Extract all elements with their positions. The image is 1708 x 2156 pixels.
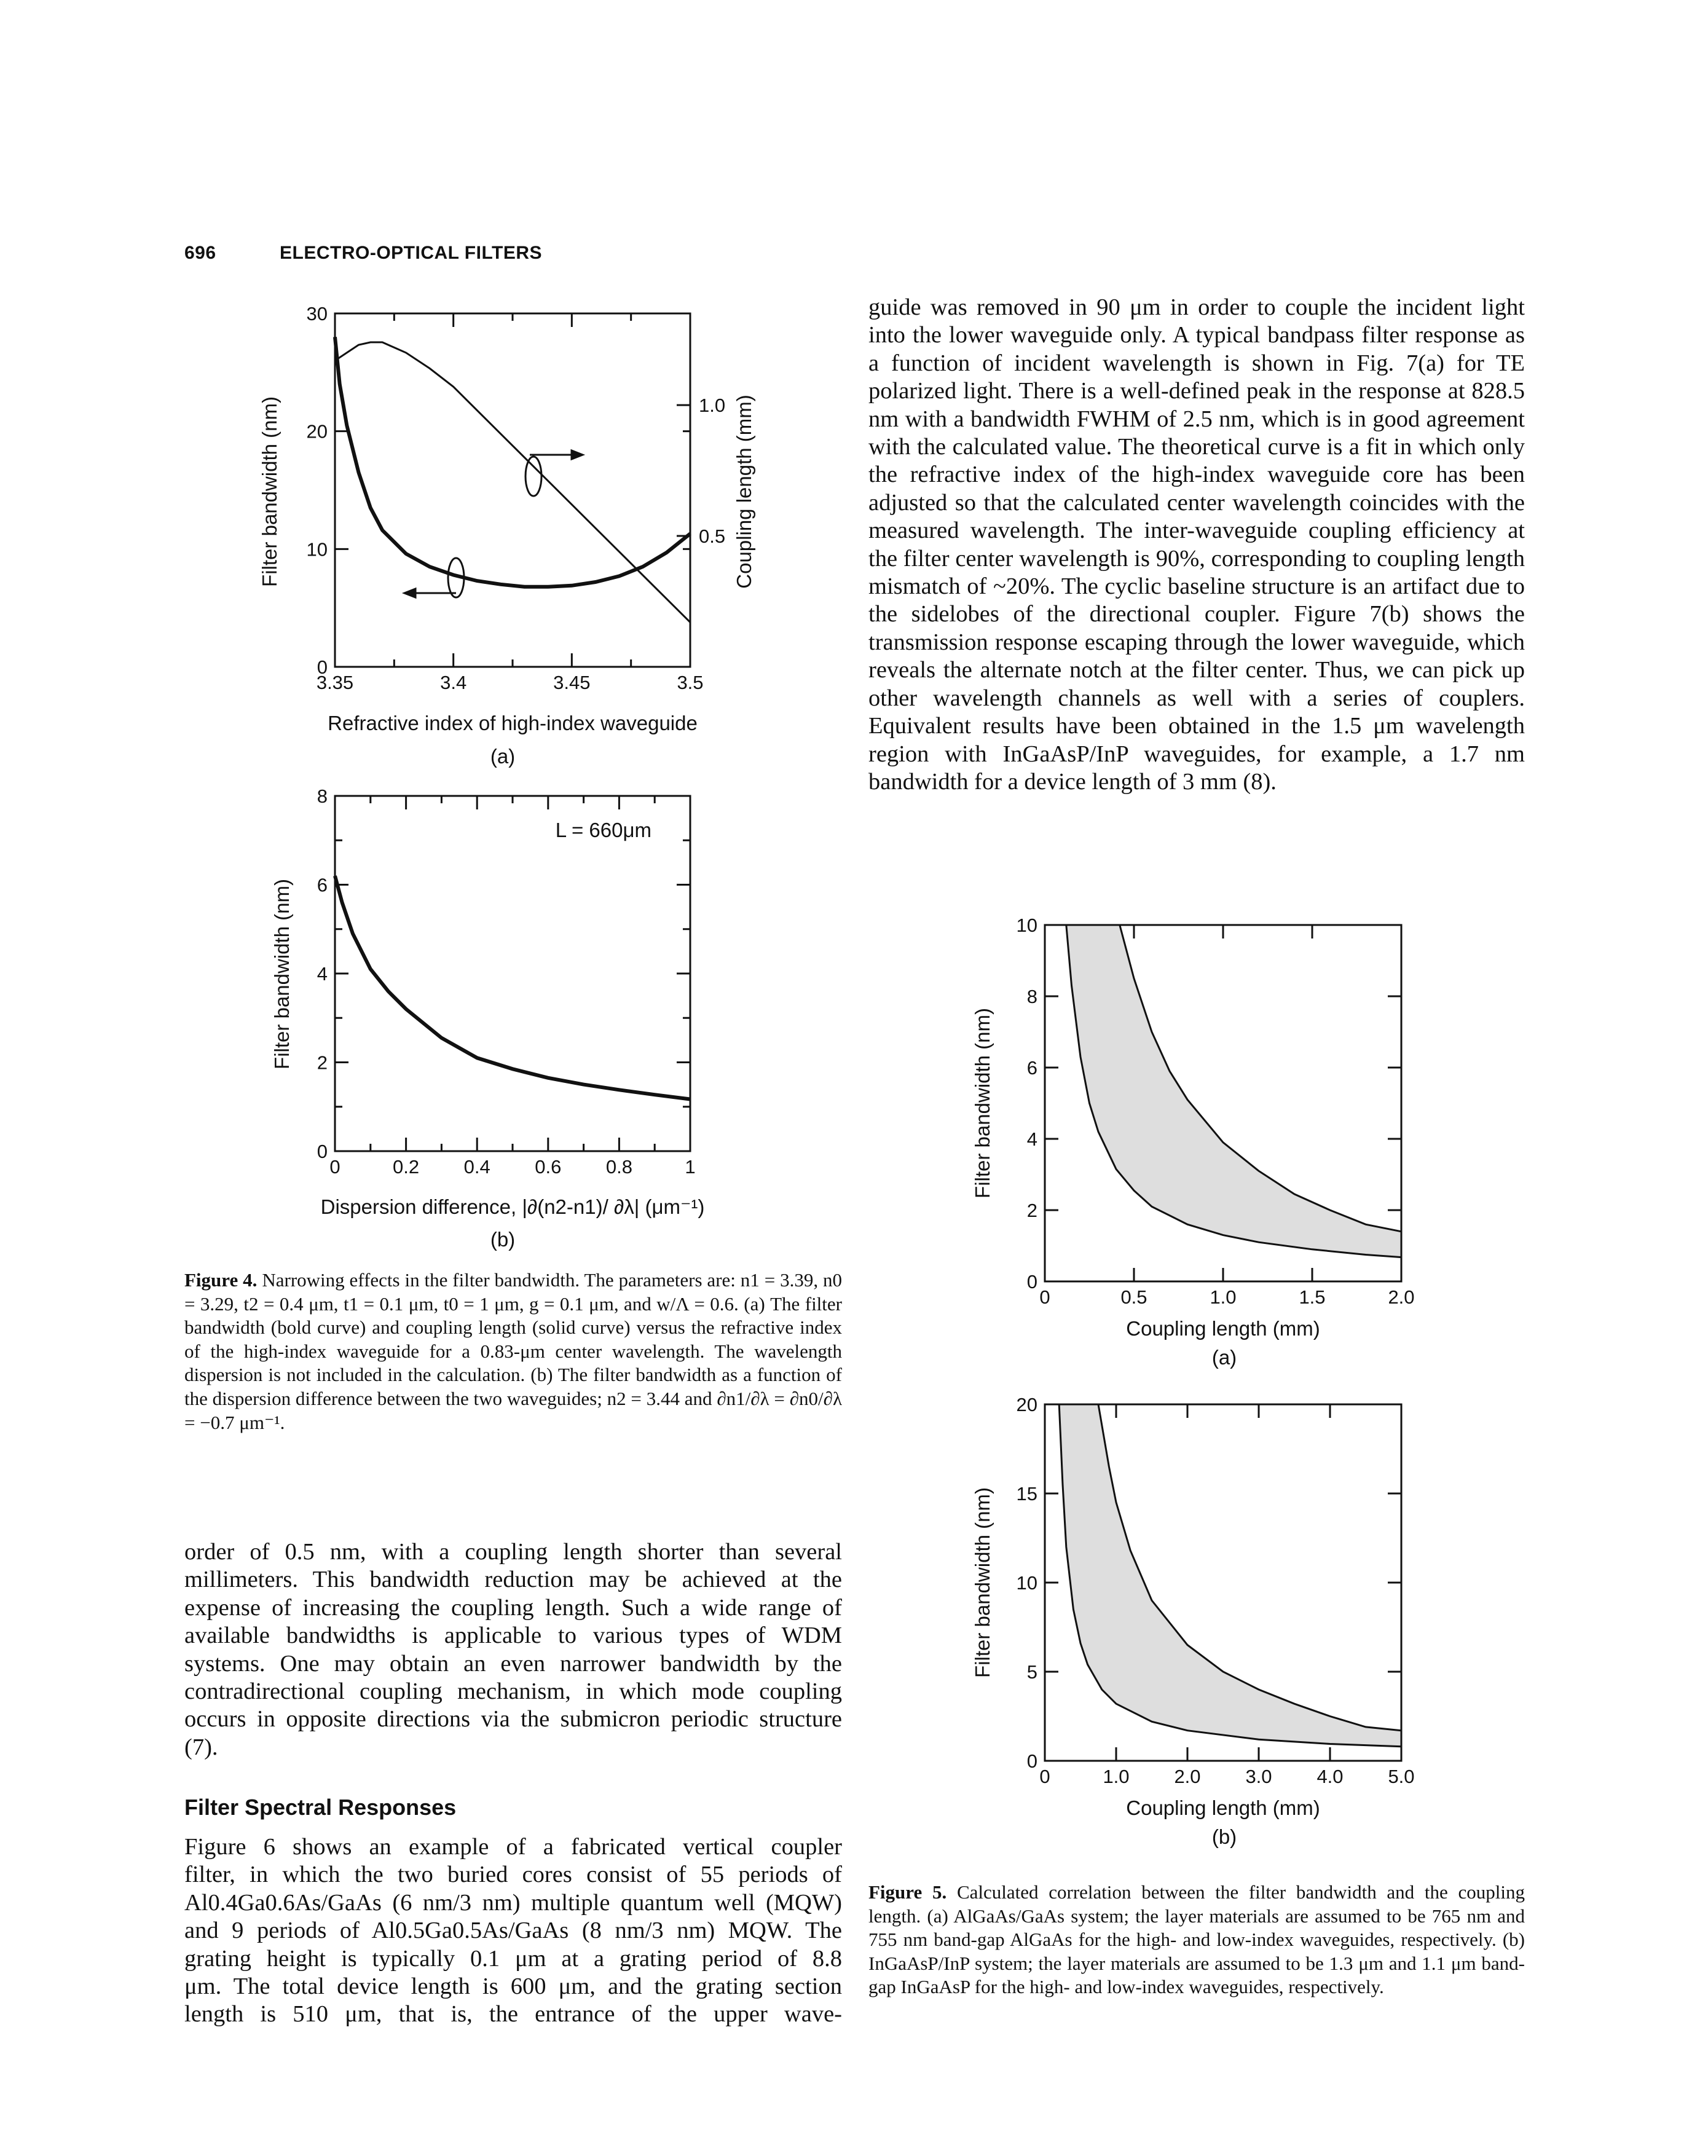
fig4b-xlabel: Dispersion difference, |∂(n2-n1)/ ∂λ| (μm⁻¹) [320,1195,705,1218]
y-tick-label: 15 [1016,1483,1037,1505]
x-tick-label: 3.4 [440,672,467,693]
fig4a-right-axis-indicator [525,450,583,496]
y-tick-label: 30 [306,303,328,325]
x-tick-label: 3.35 [316,672,354,693]
y-tick-label: 4 [1026,1128,1037,1150]
fig4a-bandwidth-curve [335,337,690,586]
left-para-bottom-line: filter, in which the two buried cores consist of 55 periods of [184,1862,842,1888]
figure5-caption-label: Figure 5. [868,1881,947,1903]
x-tick-label: 1.0 [1210,1286,1237,1308]
y-tick-label: 4 [317,963,328,985]
figure4a-chart [246,289,774,774]
figure4-caption [184,1269,842,1434]
running-title: ELECTRO-OPTICAL FILTERS [280,243,543,263]
fig5b-ylabel: Filter bandwidth (nm) [971,1487,994,1678]
fig5b-xlabel: Coupling length (mm) [1126,1796,1320,1819]
fig5a-shaded-band [1066,925,1401,1257]
fig4a-xlabel: Refractive index of high-index waveguide [328,712,698,734]
y-tick-label: 0 [1026,1750,1037,1772]
fig5a-panel-label: (a) [1211,1346,1237,1369]
y-tick-label: 0 [317,1141,328,1162]
fig4b-bandwidth-curve [335,876,690,1099]
y-tick-label: 8 [317,785,328,807]
x-tick-label: 1 [685,1156,696,1178]
fig5b-panel-label: (b) [1211,1825,1237,1848]
figure5-caption [868,1881,1525,1999]
x-tick-label: 2.0 [1388,1286,1415,1308]
left-para-bottom-line: grating height is typically 0.1 μm at a grating period of 8.8 [184,1945,842,1972]
fig5a-xlabel: Coupling length (mm) [1126,1317,1320,1340]
x-tick-label: 0.8 [605,1156,632,1178]
y-tick-label: 20 [306,420,328,443]
fig4b-annotation: L = 660μm [555,819,651,841]
y-tick-label: 0 [1026,1271,1037,1292]
figure4-caption-label: Figure 4. [184,1269,258,1291]
figure4a-axes [335,313,690,667]
y-tick-label: 10 [1016,915,1037,936]
x-tick-label: 0.5 [1120,1286,1147,1308]
y-tick-label: 20 [1016,1394,1037,1415]
left-para-bottom-line: length is 510 μm, that is, the entrance of the upper wave- [184,2001,842,2028]
left-para-bottom-line: Al0.4Ga0.6As/GaAs (6 nm/3 nm) multiple quantum well (MQW) [184,1889,842,1916]
figure4-caption-text: Narrowing effects in the filter bandwidth. The parameters are: n1 = 3.39, n0 = 3.29, t2 = 0.4 μm, t1 = 0.1 μm, t0 = 1 μm, g = 0.1 μm, and w/Λ = 0.6. (a) The filter bandwidth (bold curve) and coupling length (solid curve) versus the refractive index of the high-index waveguide for a 0.83-μm center wavelength. The wavelength dispersion is not included in the calculation. (b) The filter bandwidth as a function of the dispersion difference between the two waveguides; n2 = 3.44 and ∂n1/∂λ = ∂n0/∂λ = −0.7 μm⁻¹. [184,1269,843,1433]
left-para-top: order of 0.5 nm, with a coupling length shorter than several millimeters. This bandwidth reduction may be achieved at the expense of increasing the coupling length. Such a wide range of available bandwidths is applicable to various types of WDM systems. One may obtain an even narrower bandwidth by the contradirectional coupling mechanism, in which mode coupling occurs in opposite directions via the submicron periodic structure (7). [184,1539,842,1760]
figure4b-axes [335,796,690,1151]
fig5a-ylabel: Filter bandwidth (nm) [971,1008,994,1198]
y-tick-label: 5 [1026,1661,1037,1683]
x-tick-label: 4.0 [1316,1766,1344,1787]
x-tick-label: 5.0 [1388,1766,1415,1787]
y-tick-label: 6 [1026,1057,1037,1079]
figure5a-chart [959,903,1450,1395]
fig4a-left-axis-indicator [404,558,464,597]
left-para-bottom [184,1833,842,2029]
fig4a-panel-label: (a) [490,745,516,768]
x-tick-label: 0.4 [463,1156,490,1178]
fig4a-ylabel: Filter bandwidth (nm) [258,396,281,587]
x-tick-label: 1.5 [1299,1286,1326,1308]
left-para-bottom-line: and 9 periods of Al0.5Ga0.5As/GaAs (8 nm/3 nm) MQW. The [184,1918,842,1944]
y-tick-label: 10 [306,538,328,561]
y2-tick-label: 1.0 [699,395,726,417]
figure5-caption-text: Calculated correlation between the filter bandwidth and the coupling length. (a) AlGaAs/GaAs system; the layer materials are assumed to be 765 nm and 755 nm band-gap AlGaAs for the high- and low-index waveguides, respectively. (b) InGaAsP/InP system; the layer materials are assumed to be 1.3 μm and 1.1 μm band-gap InGaAsP for the high- and low-index waveguides, respectively. [868,1881,1525,1998]
page-number: 696 [184,243,216,263]
fig4a-y2label: Coupling length (mm) [733,395,755,589]
left-para-bottom-line: Figure 6 shows an example of a fabricated vertical coupler [184,1834,842,1860]
y-tick-label: 6 [317,874,328,896]
x-tick-label: 0.2 [393,1156,420,1178]
x-tick-label: 2.0 [1174,1766,1201,1787]
x-tick-label: 0 [1039,1766,1050,1787]
y-tick-label: 2 [317,1052,328,1074]
fig4b-ylabel: Filter bandwidth (nm) [270,879,293,1069]
section-heading: Filter Spectral Responses [184,1795,457,1820]
x-tick-label: 0.6 [535,1156,562,1178]
figure5b-chart [959,1383,1450,1875]
y-tick-label: 0 [317,656,328,678]
x-tick-label: 1.0 [1103,1766,1130,1787]
y-tick-label: 8 [1026,986,1037,1007]
y-tick-label: 2 [1026,1200,1037,1221]
fig4a-coupling-length-curve [335,342,690,623]
right-para: guide was removed in 90 μm in order to couple the incident light into the lower waveguide only. A typical bandpass filter response as a function of incident wavelength is shown in Fig. 7(a) for TE polarized light. There is a well-defined peak in the response at 828.5 nm with a bandwidth FWHM of 2.5 nm, which is in good agreement with the calculated value. The theoretical curve is a fit in which only the refractive index of the high-index waveguide core has been adjusted so that the calculated center wavelength coincides with the measured wavelength. The inter-waveguide coupling efficiency at the filter center wavelength is 90%, corresponding to coupling length mismatch of ~20%. The cyclic baseline structure is an artifact due to the sidelobes of the directional coupler. Figure 7(b) shows the transmission response escaping through the lower waveguide, which reveals the alternate notch at the filter center. Thus, we can pick up other wavelength channels as well with a series of couplers. Equivalent results have been obtained in the 1.5 μm wavelength region with InGaAsP/InP waveguides, for example, a 1.7 nm bandwidth for a device length of 3 mm (8). [868,294,1525,795]
figure4b-chart [246,771,774,1257]
y-tick-label: 10 [1016,1572,1037,1594]
fig4b-panel-label: (b) [490,1228,516,1251]
x-tick-label: 0 [1039,1286,1050,1308]
y2-tick-label: 0.5 [699,525,726,548]
x-tick-label: 3.5 [677,672,704,693]
x-tick-label: 0 [329,1156,340,1178]
x-tick-label: 3.45 [553,672,591,693]
x-tick-label: 3.0 [1245,1766,1272,1787]
fig5b-shaded-band [1059,1404,1401,1747]
left-para-bottom-line: μm. The total device length is 600 μm, and the grating section [184,1973,842,2000]
